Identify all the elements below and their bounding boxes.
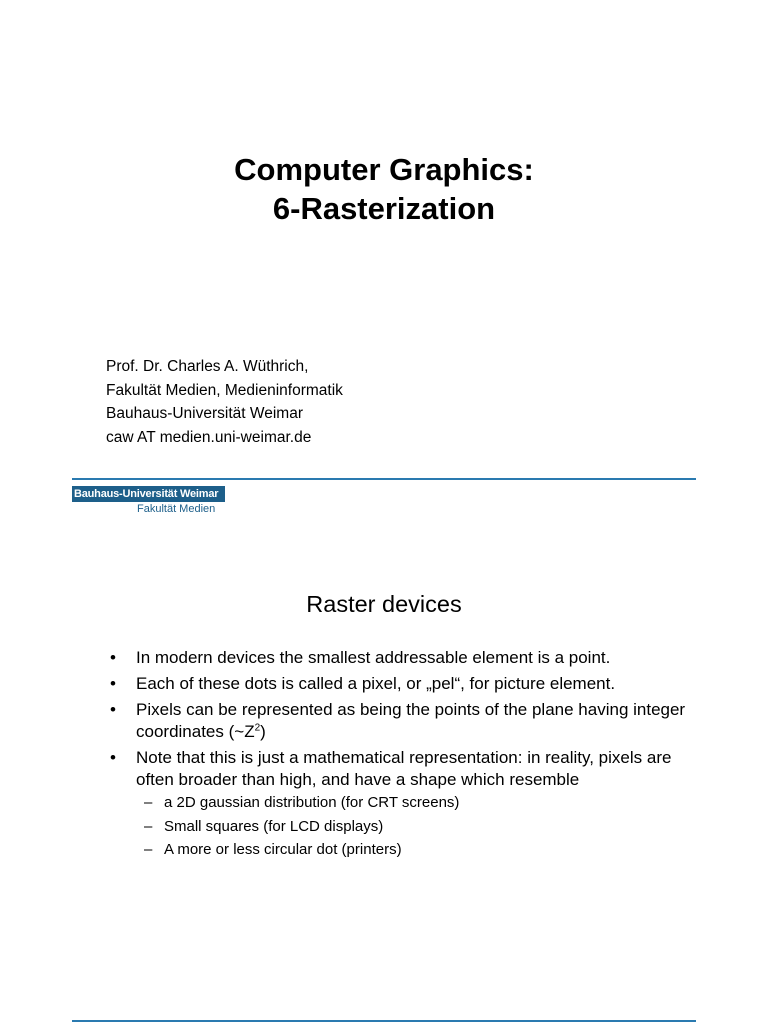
logo-bar: Bauhaus-Universität Weimar [72, 486, 225, 502]
main-title [0, 150, 768, 228]
bullet-text-suffix: ) [260, 722, 266, 741]
bullet-item [106, 699, 686, 743]
bullet-item [106, 647, 686, 669]
sub-bullet-item [136, 840, 686, 860]
bullet-marker: • [110, 700, 116, 719]
sub-bullet-list [136, 793, 686, 860]
content-slide [0, 512, 768, 1024]
sub-bullet-text: a 2D gaussian distribution (for CRT screens) [164, 794, 460, 811]
sub-bullet-item [136, 817, 686, 837]
sub-bullet-marker: – [144, 794, 153, 811]
divider-rule [72, 1020, 696, 1022]
bullet-item [106, 747, 686, 860]
sub-bullet-text: A more or less circular dot (printers) [164, 841, 402, 858]
author-university: Bauhaus-Universität Weimar [106, 405, 303, 422]
sub-bullet-marker: – [144, 817, 153, 835]
bullet-marker: • [110, 748, 116, 767]
author-name: Prof. Dr. Charles A. Wüthrich, [106, 358, 309, 375]
bullet-text: In modern devices the smallest addressable element is a point. [136, 648, 611, 667]
divider-rule [72, 478, 696, 480]
author-block [106, 355, 343, 449]
title-line-2: 6-Rasterization [272, 191, 496, 226]
bullet-text: Each of these dots is called a pixel, or „pel“, for picture element. [136, 674, 616, 693]
author-email: caw AT medien.uni-weimar.de [106, 428, 312, 446]
sub-bullet-text: Small squares (for LCD displays) [164, 817, 384, 835]
bullet-item [106, 673, 686, 695]
slide-title: Raster devices [306, 591, 462, 617]
sub-bullet-marker: – [144, 841, 153, 858]
bullet-marker: • [110, 674, 116, 693]
bullet-text: Pixels can be represented as being the points of the plane having integer coordinates (~Z [136, 700, 686, 741]
logo-subtitle: Fakultät Medien [137, 503, 216, 515]
bullet-text: Note that this is just a mathematical representation: in reality, pixels are often broader than high, and have a shape which resemble [136, 748, 672, 789]
title-line-1: Computer Graphics: [234, 152, 534, 187]
author-faculty: Fakultät Medien, Medieninformatik [106, 381, 343, 399]
bullet-list [106, 647, 686, 864]
bullet-marker: • [110, 648, 116, 667]
superscript: 2 [254, 722, 261, 734]
sub-bullet-item [136, 793, 686, 813]
